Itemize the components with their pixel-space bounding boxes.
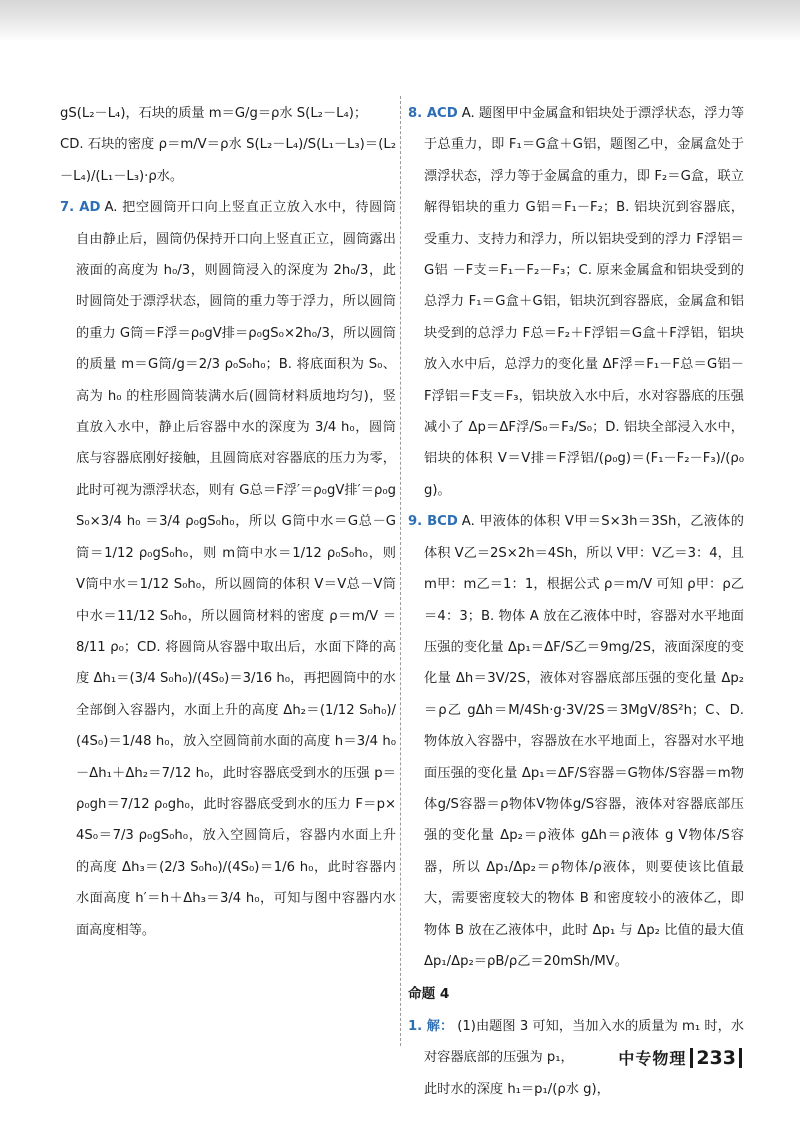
text-line-1: gS(L₂－L₄)，石块的质量 m＝G/g＝ρ水 S(L₂－L₄)； [60, 106, 368, 121]
answer-7-number: 7. AD [60, 200, 101, 216]
answer-8-number: 8. ACD [408, 106, 458, 121]
left-column [60, 98, 396, 946]
column-divider [400, 96, 401, 1046]
section-heading: 命题 4 [408, 986, 450, 1003]
answer-9-number: 9. BCD [408, 514, 458, 530]
answer-1-continued: 此时水的深度 h₁＝p₁/(ρ水 g)， [424, 1081, 610, 1097]
answer-7-text: A. 把空圆筒开口向上竖直正立放入水中，待圆筒自由静止后，圆筒仍保持开口向上竖直正立，圆筒露出液面的高度为 h₀/3，则圆筒浸入的深度为 2h₀/3，此时圆筒处于漂浮状态，圆筒的重力等于浮力，所以圆筒的重力 G筒＝F浮＝ρ₀gV排＝ρ₀gS₀×2h₀/3，所以圆筒的质量 m＝G筒/g＝2/3 ρ₀S₀h₀；B. 将底面积为 S₀、高为 h₀ 的柱形圆筒装满水后(圆筒材料质地均匀)，竖直放入水中，静止后容器中水的深度为 3/4 h₀，圆筒底与容器底刚好接触，且圆筒底对容器底的压力为零，此时可视为漂浮状态，则有 G总＝F浮′＝ρ₀gV排′＝ρ₀gS₀×3/4 h₀ ＝3/4 ρ₀gS₀h₀，所以 G筒中水＝G总－G筒＝1/12 ρ₀gS₀h₀，则 m筒中水＝1/12 ρ₀S₀h₀，则 V筒中水＝1/12 S₀h₀，所以圆筒的体积 V＝V总－V筒中水＝11/12 S₀h₀，所以圆筒材料的密度 ρ＝m/V ＝8/11 ρ₀；CD. 将圆筒从容器中取出后，水面下降的高度 Δh₁＝(3/4 S₀h₀)/(4S₀)＝3/16 h₀，再把圆筒中的水全部倒入容器内，水面上升的高度 Δh₂＝(1/12 S₀h₀)/(4S₀)＝1/48 h₀，放入空圆筒前水面的高度 h＝3/4 h₀－Δh₁＋Δh₂＝7/12 h₀，此时容器底受到水的压强 p＝ρ₀gh＝7/12 ρ₀gh₀，此时容器底受到水的压力 F＝p×4S₀＝7/3 ρ₀gS₀h₀，放入空圆筒后，容器内水面上升的高度 Δh₃＝(2/3 S₀h₀)/(4S₀)＝1/6 h₀，此时容器内水面高度 h′＝h＋Δh₃＝3/4 h₀，可知与图中容器内水面高度相等。 [76, 200, 397, 938]
text-line-2: CD. 石块的密度 ρ＝m/V＝ρ水 S(L₂－L₄)/S(L₁－L₃)＝(L₂－L₄)/(L₁－L₃)·ρ水。 [60, 137, 396, 184]
page-footer [618, 1046, 742, 1069]
answer-7 [60, 192, 396, 946]
page-number: 233 [690, 1048, 742, 1068]
book-title: 中专物理 [618, 1049, 687, 1068]
answer-8-text: A. 题图甲中金属盒和铝块处于漂浮状态，浮力等于总重力，即 F₁＝G盒＋G铝，题图乙中，金属盒处于漂浮状态，浮力等于金属盒的重力，即 F₂＝G盒，联立解得铝块的重力 G铝＝F₁－F₂；B. 铝块沉到容器底，受重力、支持力和浮力，所以铝块受到的浮力 F浮铝＝G铝 －F支＝F₁－F₂－F₃；C. 原来金属盒和铝块受到的总浮力 F₁＝G盒＋G铝，铝块沉到容器底，金属盒和铝块受到的总浮力 F总＝F₂＋F浮铝＝G盒＋F浮铝，铝块放入水中后，总浮力的变化量 ΔF浮＝F₁－F总＝G铝－F浮铝＝F支＝F₃，铝块放入水中后，水对容器底的压强减小了 Δp＝ΔF浮/S₀＝F₃/S₀；D. 铝块全部浸入水中，铝块的体积 V＝V排＝F浮铝/(ρ₀g)＝(F₁－F₂－F₃)/(ρ₀g)。 [424, 106, 745, 498]
answer-1-number: 1. 解： [408, 1018, 454, 1034]
answer-9-text: A. 甲液体的体积 V甲＝S×3h＝3Sh，乙液体的体积 V乙＝2S×2h＝4Sh，所以 V甲：V乙＝3：4，且 m甲：m乙＝1：1，根据公式 ρ＝m/V 可知 ρ甲：ρ乙＝4：3；B. 物体 A 放在乙液体中时，容器对水平地面压强的变化量 Δp₁＝ΔF/S乙＝9mg/2S，液面深度的变化量 Δh＝3V/2S，液体对容器底部压强的变化量 Δp₂＝ρ乙 gΔh＝M/4Sh·g·3V/2S＝3MgV/8S²h；C、D. 物体放入容器中，容器放在水平地面上，容器对水平地面压强的变化量 Δp₁＝ΔF/S容器＝G物体/S容器＝m物体g/S容器＝ρ物体V物体g/S容器，液体对容器底部压强的变化量 Δp₂＝ρ液体 gΔh＝ρ液体 g V物体/S容器，所以 Δp₁/Δp₂＝ρ物体/ρ液体，则要使该比值最大，需要密度较大的物体 B 和密度较小的液体乙，即物体 B 放在乙液体中，此时 Δp₁ 与 Δp₂ 比值的最大值 Δp₁/Δp₂＝ρB/ρ乙＝20mSh/MV。 [424, 514, 744, 969]
answer-9 [408, 506, 744, 977]
right-column [408, 98, 744, 1105]
answer-1-text: (1)由题图 3 可知，当加入水的质量为 m₁ 时，水对容器底部的压强为 p₁， [424, 1018, 744, 1066]
answer-8 [408, 98, 744, 506]
page-top-shadow [0, 0, 800, 42]
